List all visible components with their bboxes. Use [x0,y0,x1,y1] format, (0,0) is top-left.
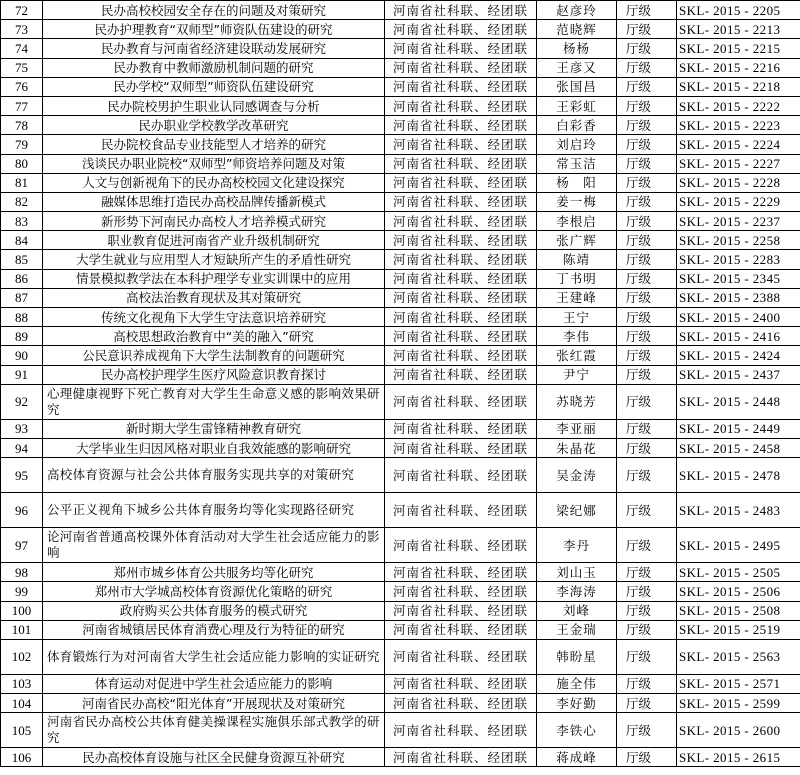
row-number: 72 [1,1,43,20]
project-title: 高校法治教育现状及其对策研究 [43,288,385,307]
row-number: 89 [1,327,43,346]
row-number: 83 [1,212,43,231]
project-title: 公平正义视角下城乡公共体育服务均等化实现路径研究 [43,493,385,528]
project-leader: 韩盼星 [537,639,617,674]
approval-unit: 河南省社科联、经团联 [385,192,537,211]
project-leader: 杨杨 [537,39,617,58]
table-row [1,1,800,20]
project-title: 民办职业学校教学改革研究 [43,116,385,135]
row-number: 104 [1,694,43,713]
project-level: 厅级 [617,327,677,346]
approval-unit: 河南省社科联、经团联 [385,231,537,250]
project-title: 职业教育促进河南省产业升级机制研究 [43,231,385,250]
approval-unit: 河南省社科联、经团联 [385,20,537,39]
table-row [1,192,800,211]
project-level: 厅级 [617,528,677,563]
approval-unit: 河南省社科联、经团联 [385,563,537,582]
approval-unit: 河南省社科联、经团联 [385,419,537,438]
project-level: 厅级 [617,135,677,154]
project-title: 人文与创新视角下的民办高校校园文化建设探究 [43,173,385,192]
row-number: 95 [1,458,43,493]
project-leader: 姜一梅 [537,192,617,211]
table-row [1,365,800,384]
table-row [1,173,800,192]
approval-unit: 河南省社科联、经团联 [385,288,537,307]
project-level: 厅级 [617,384,677,419]
project-code: SKL- 2015 - 2571 [677,674,800,693]
approval-unit: 河南省社科联、经团联 [385,713,537,748]
project-title: 民办院校食品专业技能型人才培养的研究 [43,135,385,154]
project-level: 厅级 [617,212,677,231]
project-title: 浅谈民办职业院校“双师型”师资培养问题及对策 [43,154,385,173]
project-title: 郑州市城乡体育公共服务均等化研究 [43,563,385,582]
approval-unit: 河南省社科联、经团联 [385,327,537,346]
table-row [1,620,800,639]
project-title: 传统文化视角下大学生守法意识培养研究 [43,308,385,327]
project-leader: 刘山玉 [537,563,617,582]
project-level: 厅级 [617,458,677,493]
project-leader: 尹宁 [537,365,617,384]
row-number: 93 [1,419,43,438]
project-level: 厅级 [617,231,677,250]
project-title: 民办学校“双师型”师资队伍建设研究 [43,77,385,96]
project-code: SKL- 2015 - 2437 [677,365,800,384]
table-row [1,582,800,601]
table-row [1,713,800,748]
row-number: 76 [1,77,43,96]
project-code: SKL- 2015 - 2283 [677,250,800,269]
table-row [1,116,800,135]
project-code: SKL- 2015 - 2615 [677,748,800,767]
row-number: 106 [1,748,43,767]
project-leader: 李丹 [537,528,617,563]
row-number: 80 [1,154,43,173]
project-code: SKL- 2015 - 2388 [677,288,800,307]
approval-unit: 河南省社科联、经团联 [385,1,537,20]
project-leader: 吴金涛 [537,458,617,493]
project-leader: 陈靖 [537,250,617,269]
project-leader: 范晓辉 [537,20,617,39]
project-title: 体育锻炼行为对河南省大学生社会适应能力影响的实证研究 [43,639,385,674]
project-leader: 常玉洁 [537,154,617,173]
project-code: SKL- 2015 - 2237 [677,212,800,231]
project-leader: 张红霞 [537,346,617,365]
project-level: 厅级 [617,493,677,528]
project-code: SKL- 2015 - 2478 [677,458,800,493]
table-row [1,58,800,77]
project-title: 河南省民办高校公共体育健美操课程实施俱乐部式教学的研究 [43,713,385,748]
approval-unit: 河南省社科联、经团联 [385,154,537,173]
row-number: 73 [1,20,43,39]
project-level: 厅级 [617,582,677,601]
project-code: SKL- 2015 - 2599 [677,694,800,713]
project-level: 厅级 [617,694,677,713]
approval-unit: 河南省社科联、经团联 [385,601,537,620]
row-number: 74 [1,39,43,58]
project-leader: 李亚丽 [537,419,617,438]
project-title: 民办护理教育“双师型”师资队伍建设的研究 [43,20,385,39]
row-number: 96 [1,493,43,528]
row-number: 81 [1,173,43,192]
table-row [1,154,800,173]
approval-unit: 河南省社科联、经团联 [385,96,537,115]
project-code: SKL- 2015 - 2258 [677,231,800,250]
project-code: SKL- 2015 - 2458 [677,438,800,457]
project-leader: 张国昌 [537,77,617,96]
table-row [1,39,800,58]
row-number: 101 [1,620,43,639]
table-row [1,674,800,693]
approval-unit: 河南省社科联、经团联 [385,694,537,713]
approval-unit: 河南省社科联、经团联 [385,674,537,693]
approval-unit: 河南省社科联、经团联 [385,458,537,493]
row-number: 105 [1,713,43,748]
row-number: 82 [1,192,43,211]
table-row [1,288,800,307]
project-code: SKL- 2015 - 2519 [677,620,800,639]
project-level: 厅级 [617,620,677,639]
project-title: 河南省民办高校“阳光体育”开展现状及对策研究 [43,694,385,713]
project-leader: 李好勤 [537,694,617,713]
project-leader: 刘峰 [537,601,617,620]
project-level: 厅级 [617,639,677,674]
project-level: 厅级 [617,58,677,77]
project-code: SKL- 2015 - 2495 [677,528,800,563]
approval-unit: 河南省社科联、经团联 [385,212,537,231]
project-title: 大学生就业与应用型人才短缺所产生的矛盾性研究 [43,250,385,269]
project-title: 心理健康视野下死亡教育对大学生生命意义感的影响效果研究 [43,384,385,419]
row-number: 85 [1,250,43,269]
project-leader: 李根启 [537,212,617,231]
approval-unit: 河南省社科联、经团联 [385,39,537,58]
table-row [1,212,800,231]
project-level: 厅级 [617,438,677,457]
table-row [1,269,800,288]
approval-unit: 河南省社科联、经团联 [385,748,537,767]
project-title: 民办高校护理学生医疗风险意识教育探讨 [43,365,385,384]
row-number: 88 [1,308,43,327]
table-row [1,96,800,115]
table-row [1,308,800,327]
approval-unit: 河南省社科联、经团联 [385,620,537,639]
project-code: SKL- 2015 - 2424 [677,346,800,365]
table-row [1,563,800,582]
project-level: 厅级 [617,563,677,582]
table-row [1,458,800,493]
approval-unit: 河南省社科联、经团联 [385,58,537,77]
project-code: SKL- 2015 - 2345 [677,269,800,288]
project-code: SKL- 2015 - 2483 [677,493,800,528]
project-code: SKL- 2015 - 2215 [677,39,800,58]
project-level: 厅级 [617,1,677,20]
approval-unit: 河南省社科联、经团联 [385,582,537,601]
table-row [1,231,800,250]
project-level: 厅级 [617,346,677,365]
row-number: 94 [1,438,43,457]
row-number: 100 [1,601,43,620]
project-level: 厅级 [617,96,677,115]
project-level: 厅级 [617,288,677,307]
project-title: 河南省城镇居民体育消费心理及行为特征的研究 [43,620,385,639]
project-level: 厅级 [617,173,677,192]
project-leader: 王彩虹 [537,96,617,115]
row-number: 84 [1,231,43,250]
project-title: 民办院校男护生职业认同感调查与分析 [43,96,385,115]
project-code: SKL- 2015 - 2563 [677,639,800,674]
project-title: 高校体育资源与社会公共体育服务实现共享的对策研究 [43,458,385,493]
project-leader: 李铁心 [537,713,617,748]
project-leader: 张广辉 [537,231,617,250]
project-level: 厅级 [617,77,677,96]
project-leader: 王宁 [537,308,617,327]
approval-unit: 河南省社科联、经团联 [385,384,537,419]
approval-unit: 河南省社科联、经团联 [385,528,537,563]
approval-unit: 河南省社科联、经团联 [385,438,537,457]
project-code: SKL- 2015 - 2229 [677,192,800,211]
table-row [1,135,800,154]
project-leader: 李海涛 [537,582,617,601]
row-number: 75 [1,58,43,77]
project-title: 政府购买公共体育服务的模式研究 [43,601,385,620]
project-level: 厅级 [617,269,677,288]
approval-unit: 河南省社科联、经团联 [385,269,537,288]
project-leader: 丁书明 [537,269,617,288]
project-title: 体育运动对促进中学生社会适应能力的影响 [43,674,385,693]
table-row [1,748,800,767]
row-number: 87 [1,288,43,307]
row-number: 90 [1,346,43,365]
project-title: 新时期大学生雷锋精神教育研究 [43,419,385,438]
project-level: 厅级 [617,39,677,58]
project-level: 厅级 [617,116,677,135]
row-number: 77 [1,96,43,115]
row-number: 102 [1,639,43,674]
table-row [1,694,800,713]
project-code: SKL- 2015 - 2506 [677,582,800,601]
table-row [1,639,800,674]
project-leader: 梁纪娜 [537,493,617,528]
approval-unit: 河南省社科联、经团联 [385,116,537,135]
project-level: 厅级 [617,154,677,173]
project-leader: 刘启玲 [537,135,617,154]
table-row [1,250,800,269]
project-code: SKL- 2015 - 2205 [677,1,800,20]
project-level: 厅级 [617,713,677,748]
table-row [1,346,800,365]
project-code: SKL- 2015 - 2600 [677,713,800,748]
project-leader: 王金瑞 [537,620,617,639]
project-leader: 王彦又 [537,58,617,77]
approval-unit: 河南省社科联、经团联 [385,135,537,154]
project-level: 厅级 [617,20,677,39]
row-number: 79 [1,135,43,154]
project-code: SKL- 2015 - 2227 [677,154,800,173]
row-number: 97 [1,528,43,563]
project-leader: 王建峰 [537,288,617,307]
table-row [1,77,800,96]
project-code: SKL- 2015 - 2448 [677,384,800,419]
row-number: 86 [1,269,43,288]
project-code: SKL- 2015 - 2228 [677,173,800,192]
table-row [1,438,800,457]
project-level: 厅级 [617,674,677,693]
table-row [1,327,800,346]
project-leader: 苏晓芳 [537,384,617,419]
project-code: SKL- 2015 - 2449 [677,419,800,438]
project-code: SKL- 2015 - 2213 [677,20,800,39]
project-code: SKL- 2015 - 2222 [677,96,800,115]
project-leader: 施全伟 [537,674,617,693]
project-level: 厅级 [617,250,677,269]
project-code: SKL- 2015 - 2224 [677,135,800,154]
table-body [1,1,800,767]
table-row [1,601,800,620]
approval-unit: 河南省社科联、经团联 [385,173,537,192]
row-number: 91 [1,365,43,384]
project-leader: 白彩香 [537,116,617,135]
approval-unit: 河南省社科联、经团联 [385,493,537,528]
project-code: SKL- 2015 - 2216 [677,58,800,77]
project-level: 厅级 [617,192,677,211]
project-code: SKL- 2015 - 2508 [677,601,800,620]
project-title: 融媒体思维打造民办高校品牌传播新模式 [43,192,385,211]
row-number: 103 [1,674,43,693]
row-number: 78 [1,116,43,135]
project-title: 公民意识养成视角下大学生法制教育的问题研究 [43,346,385,365]
table-row [1,419,800,438]
row-number: 99 [1,582,43,601]
project-leader: 李伟 [537,327,617,346]
project-leader: 杨 阳 [537,173,617,192]
project-leader: 赵彦玲 [537,1,617,20]
approval-unit: 河南省社科联、经团联 [385,365,537,384]
approval-unit: 河南省社科联、经团联 [385,308,537,327]
table-row [1,20,800,39]
project-code: SKL- 2015 - 2218 [677,77,800,96]
table-row [1,493,800,528]
project-level: 厅级 [617,308,677,327]
project-level: 厅级 [617,365,677,384]
approval-unit: 河南省社科联、经团联 [385,77,537,96]
project-title: 新形势下河南民办高校人才培养模式研究 [43,212,385,231]
table-row [1,384,800,419]
project-title: 郑州市大学城高校体育资源优化策略的研究 [43,582,385,601]
project-code: SKL- 2015 - 2416 [677,327,800,346]
project-code: SKL- 2015 - 2505 [677,563,800,582]
project-leader: 蒋成峰 [537,748,617,767]
project-level: 厅级 [617,419,677,438]
project-title: 民办教育与河南省经济建设联动发展研究 [43,39,385,58]
project-level: 厅级 [617,748,677,767]
project-leader: 朱晶花 [537,438,617,457]
project-code: SKL- 2015 - 2223 [677,116,800,135]
project-title: 民办教育中教师激励机制问题的研究 [43,58,385,77]
project-code: SKL- 2015 - 2400 [677,308,800,327]
project-title: 民办高校校园安全存在的问题及对策研究 [43,1,385,20]
approval-unit: 河南省社科联、经团联 [385,250,537,269]
approval-unit: 河南省社科联、经团联 [385,639,537,674]
table-row [1,528,800,563]
project-title: 情景模拟教学法在本科护理学专业实训课中的应用 [43,269,385,288]
row-number: 92 [1,384,43,419]
row-number: 98 [1,563,43,582]
project-level: 厅级 [617,601,677,620]
project-title: 民办高校体育设施与社区全民健身资源互补研究 [43,748,385,767]
project-title: 高校思想政治教育中“美的融入”研究 [43,327,385,346]
approval-unit: 河南省社科联、经团联 [385,346,537,365]
project-title: 大学毕业生归因风格对职业自我效能感的影响研究 [43,438,385,457]
project-title: 论河南省普通高校课外体育活动对大学生社会适应能力的影响 [43,528,385,563]
